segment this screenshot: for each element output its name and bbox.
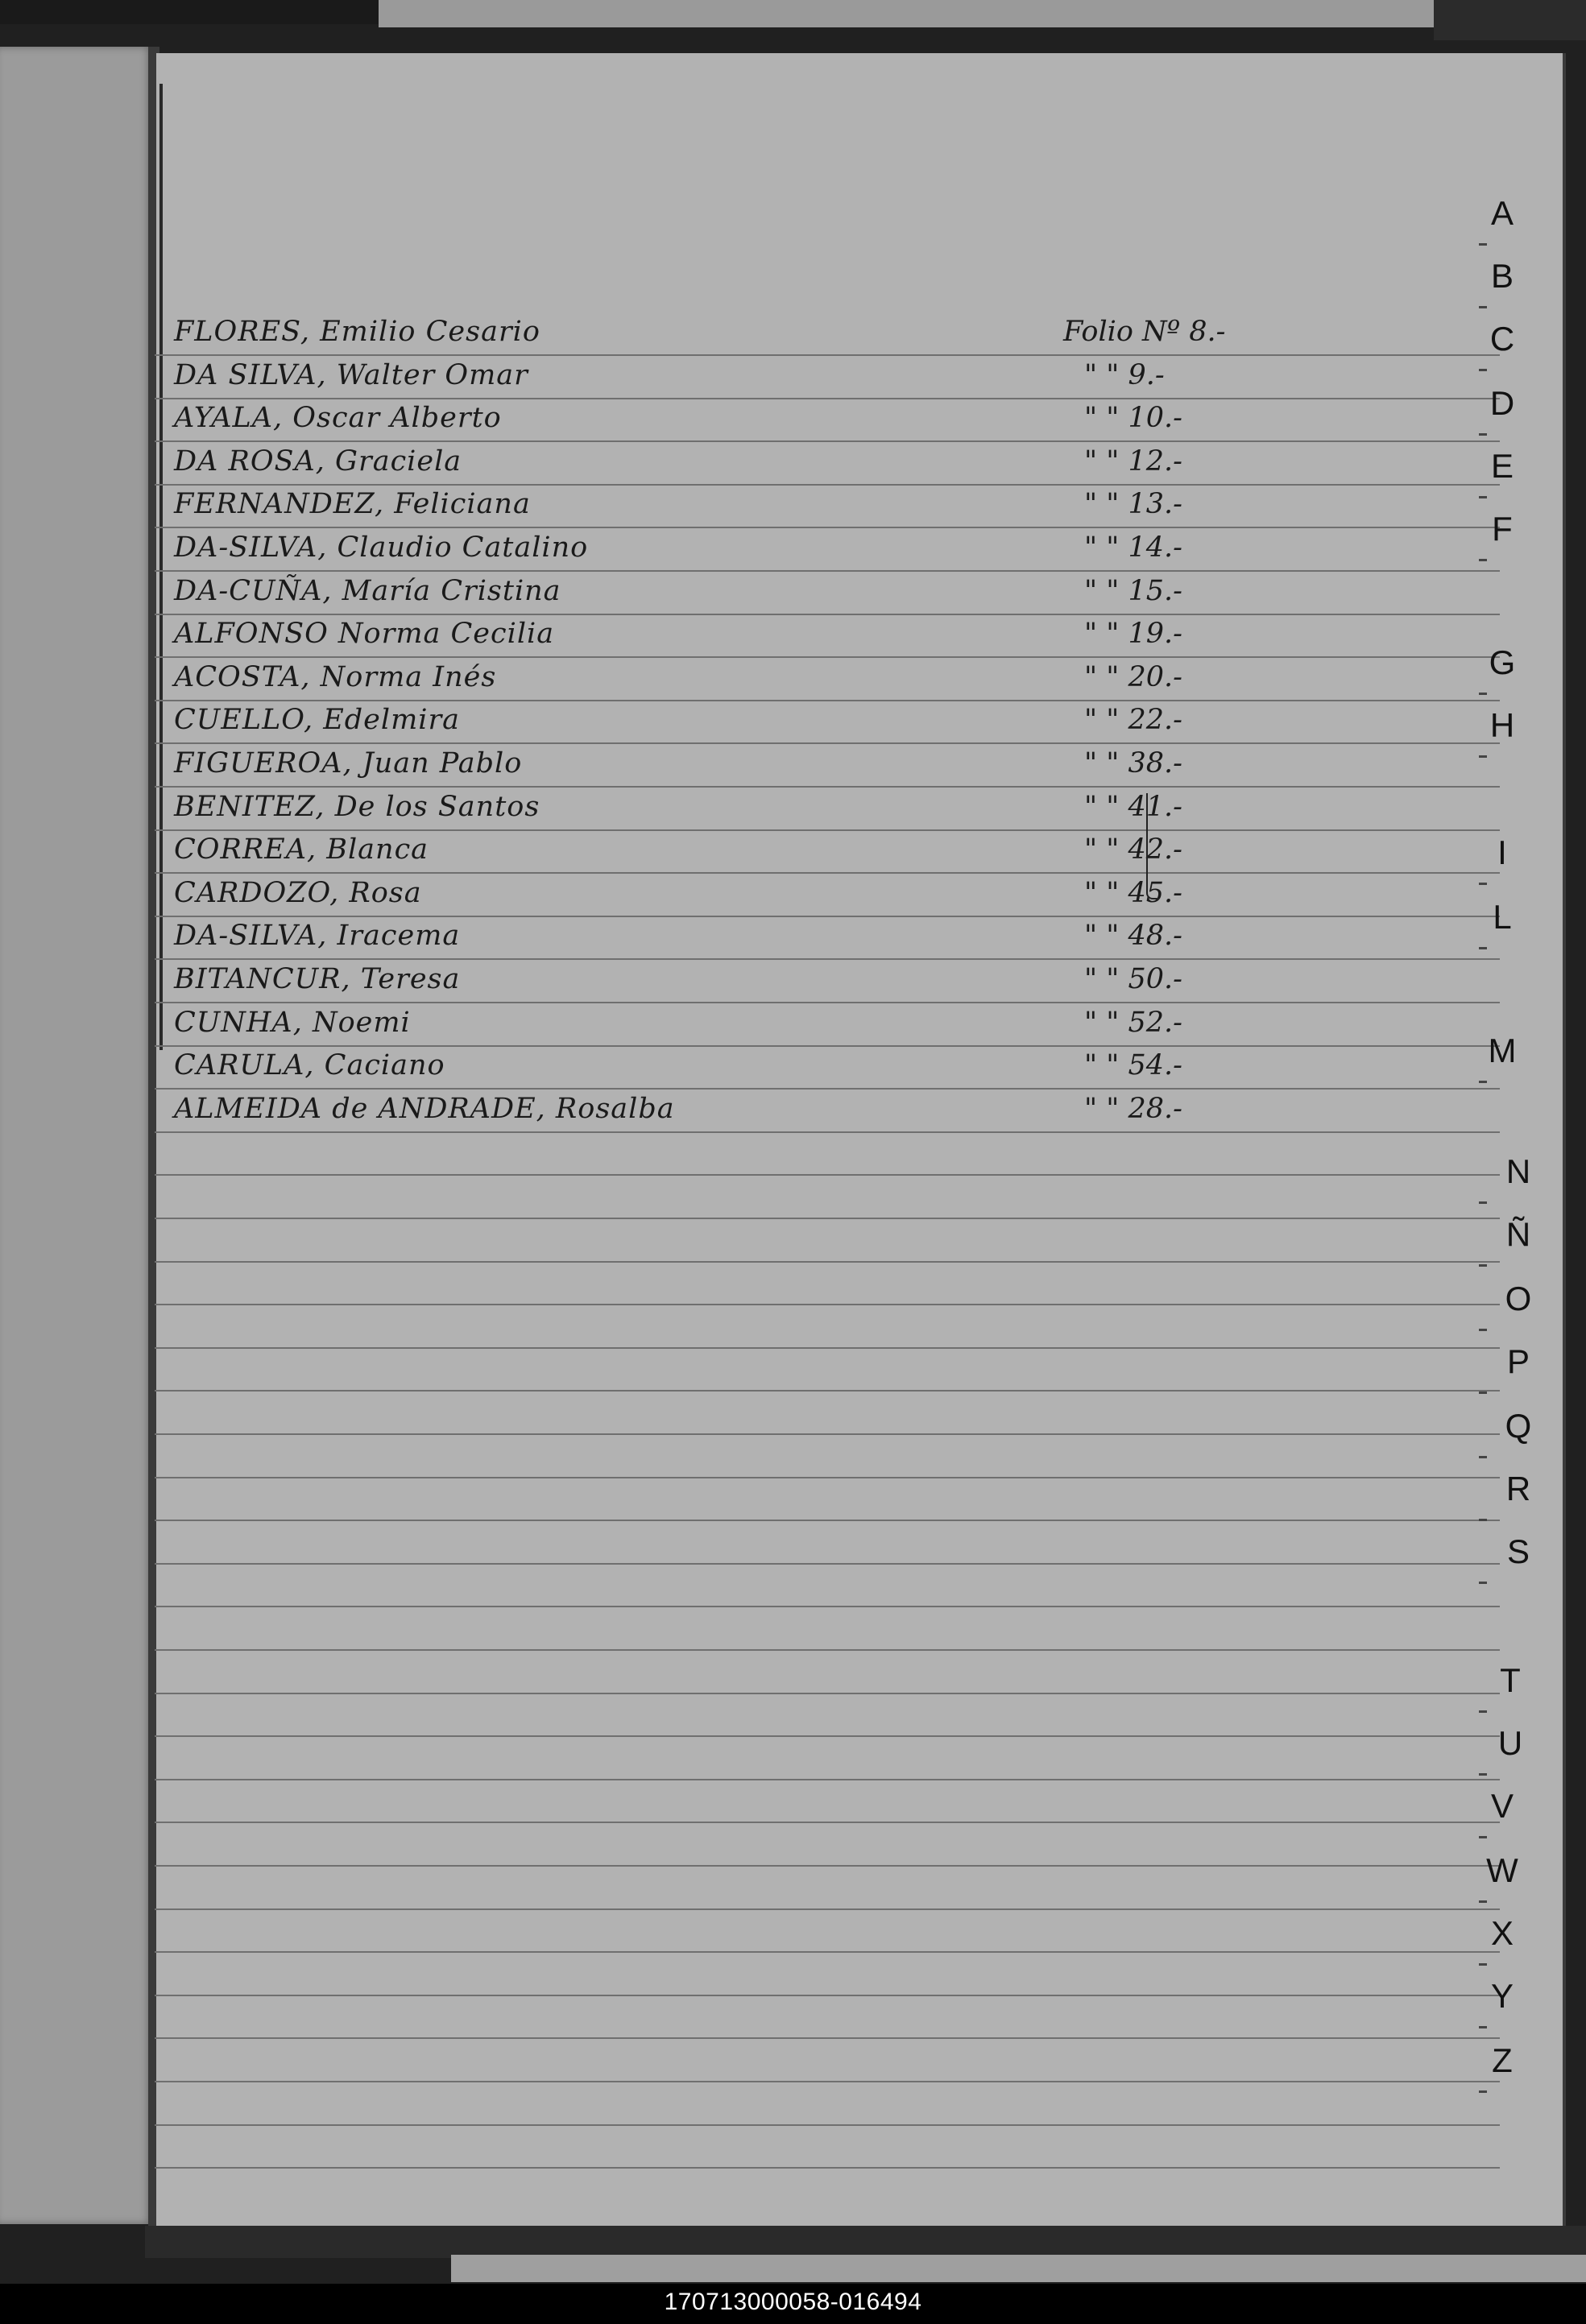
list-item	[174, 704, 1382, 746]
list-item	[174, 531, 1382, 573]
ruled-line	[155, 1563, 1500, 1565]
ruled-line	[155, 1433, 1500, 1435]
ruled-line	[155, 1735, 1500, 1737]
index-tab-letter: P	[1506, 1342, 1530, 1380]
ruled-line	[155, 2081, 1500, 2082]
ruled-line	[155, 1218, 1500, 1219]
index-tab-letter: M	[1488, 1032, 1517, 1069]
index-tab-letter: I	[1497, 833, 1507, 871]
ruled-line	[155, 2037, 1500, 2039]
entry-folio: " " 48.-	[1084, 920, 1182, 952]
ruled-line	[155, 1606, 1500, 1607]
index-tab-divider	[1479, 1201, 1487, 1204]
index-tab-letter: L	[1493, 898, 1512, 936]
entry-folio: " " 19.-	[1084, 618, 1182, 650]
index-tab-letter: F	[1492, 510, 1513, 548]
index-tab-divider	[1479, 1773, 1487, 1776]
list-item	[174, 747, 1382, 789]
index-tab-letter: C	[1489, 320, 1515, 358]
index-tab-divider	[1479, 1392, 1487, 1394]
list-item	[174, 661, 1382, 703]
list-item	[174, 1007, 1382, 1048]
index-tab-letter: B	[1490, 257, 1514, 295]
list-item	[174, 833, 1382, 875]
list-item	[174, 791, 1382, 833]
entry-name: BITANCUR, Teresa	[174, 963, 461, 995]
entry-name: CARULA, Caciano	[174, 1049, 445, 1081]
entry-folio: " " 15.-	[1084, 575, 1182, 607]
entry-folio: " " 20.-	[1084, 661, 1182, 693]
entry-name: CUELLO, Edelmira	[174, 704, 461, 736]
ruled-line	[155, 1995, 1500, 1996]
index-tab-divider	[1479, 243, 1487, 246]
list-item	[174, 1049, 1382, 1091]
index-tab-divider	[1479, 1519, 1487, 1521]
list-item	[174, 402, 1382, 444]
index-tab-divider	[1479, 1456, 1487, 1458]
list-item	[174, 359, 1382, 401]
list-item	[174, 877, 1382, 919]
entry-name: DA-SILVA, Claudio Catalino	[174, 531, 589, 564]
index-tab-divider	[1479, 1264, 1487, 1267]
entry-folio: " " 9.-	[1084, 359, 1165, 391]
index-tab-letter: D	[1489, 384, 1515, 422]
index-tab-letter: Ñ	[1505, 1215, 1531, 1253]
bottom-paper-edge	[451, 2255, 1586, 2282]
list-item	[174, 618, 1382, 660]
ruled-line	[155, 1261, 1500, 1263]
index-tab-divider	[1479, 2090, 1487, 2093]
index-tab-letter: U	[1497, 1724, 1523, 1762]
index-tab-divider	[1479, 2026, 1487, 2028]
entry-name: CARDOZO, Rosa	[174, 877, 422, 909]
image-caption: 170713000058-016494	[664, 2289, 922, 2315]
ruled-line	[155, 2167, 1500, 2169]
entry-name: ACOSTA, Norma Inés	[174, 661, 497, 693]
index-tab-letter: R	[1505, 1470, 1531, 1507]
list-item	[174, 488, 1382, 530]
index-tab-letter: W	[1486, 1851, 1518, 1889]
list-item	[174, 920, 1382, 961]
entry-name: FLORES, Emilio Cesario	[174, 316, 540, 348]
left-facing-page	[0, 47, 153, 2224]
index-tab-divider	[1479, 306, 1487, 308]
index-tab-divider	[1479, 1710, 1487, 1713]
index-tab-divider	[1479, 1582, 1487, 1584]
entry-name: CORREA, Blanca	[174, 833, 429, 866]
index-tab-letter: S	[1506, 1532, 1530, 1570]
entry-folio: " " 28.-	[1084, 1093, 1182, 1125]
index-tab-letter: Y	[1490, 1977, 1514, 2015]
entry-name: DA-SILVA, Iracema	[174, 920, 461, 952]
entry-name: FIGUEROA, Juan Pablo	[174, 747, 523, 779]
ruled-line	[155, 1649, 1500, 1651]
entry-folio: " " 52.-	[1084, 1007, 1182, 1039]
entry-folio: " " 12.-	[1084, 445, 1182, 478]
ruled-line	[155, 1347, 1500, 1349]
index-tab-letter: Q	[1505, 1407, 1532, 1445]
ruled-line	[155, 1174, 1500, 1176]
alphabet-index-tabs	[1482, 193, 1571, 2110]
handwritten-bracket	[1146, 793, 1159, 899]
index-tab-letter: H	[1489, 706, 1515, 744]
entry-folio: " " 45.-	[1084, 877, 1182, 909]
entry-name: AYALA, Oscar Alberto	[174, 402, 502, 434]
ruled-line	[155, 1779, 1500, 1780]
index-tab-divider	[1479, 1329, 1487, 1331]
ruled-line	[155, 2124, 1500, 2126]
index-tab-divider	[1479, 1963, 1487, 1966]
index-tab-divider	[1479, 755, 1487, 758]
entry-folio: " " 50.-	[1084, 963, 1182, 995]
index-tab-letter: O	[1505, 1280, 1532, 1317]
index-tab-divider	[1479, 433, 1487, 436]
index-tab-letter: X	[1490, 1914, 1514, 1952]
entry-name: FERNANDEZ, Feliciana	[174, 488, 531, 520]
index-tab-divider	[1479, 693, 1487, 695]
entry-folio: " " 14.-	[1084, 531, 1182, 564]
entry-folio: " " 22.-	[1084, 704, 1182, 736]
entry-name: DA-CUÑA, María Cristina	[174, 575, 561, 607]
index-tab-letter: E	[1490, 447, 1514, 485]
index-tab-letter: G	[1489, 643, 1516, 681]
entry-folio: " " 41.-	[1084, 791, 1182, 823]
entry-name: CUNHA, Noemi	[174, 1007, 411, 1039]
index-tab-letter: N	[1505, 1152, 1531, 1190]
index-tab-divider	[1479, 1836, 1487, 1838]
index-tab-divider	[1479, 496, 1487, 498]
ruled-line	[155, 1520, 1500, 1521]
entry-folio: " " 54.-	[1084, 1049, 1182, 1081]
index-tab-letter: Z	[1492, 2041, 1513, 2079]
ruled-line	[155, 1865, 1500, 1867]
index-tab-divider	[1479, 369, 1487, 371]
entry-folio: " " 13.-	[1084, 488, 1182, 520]
entry-name: ALMEIDA de ANDRADE, Rosalba	[174, 1093, 675, 1125]
ruled-line	[155, 1304, 1500, 1305]
entry-folio: " " 38.-	[1084, 747, 1182, 779]
list-item	[174, 575, 1382, 617]
ruled-line	[155, 1822, 1500, 1823]
index-tab-letter: T	[1500, 1661, 1521, 1699]
entry-name: DA ROSA, Graciela	[174, 445, 462, 478]
ruled-line	[155, 1390, 1500, 1392]
list-item	[174, 1093, 1382, 1135]
entry-name: ALFONSO Norma Cecilia	[174, 618, 555, 650]
index-tab-letter: V	[1490, 1787, 1514, 1825]
bottom-binding-edge	[145, 2226, 1586, 2258]
index-tab-letter: A	[1490, 194, 1514, 232]
entry-folio: " " 42.-	[1084, 833, 1182, 866]
index-tab-divider	[1479, 1081, 1487, 1083]
index-tab-divider	[1479, 883, 1487, 885]
ruled-line	[155, 1693, 1500, 1694]
entry-folio: " " 10.-	[1084, 402, 1182, 434]
list-item	[174, 316, 1382, 358]
list-item	[174, 963, 1382, 1005]
index-tab-divider	[1479, 559, 1487, 561]
index-tab-divider	[1479, 1900, 1487, 1903]
ruled-line	[155, 1477, 1500, 1478]
entry-folio: Folio Nº 8.-	[1063, 316, 1226, 348]
entry-name: BENITEZ, De los Santos	[174, 791, 540, 823]
ruled-line	[155, 1908, 1500, 1910]
entry-name: DA SILVA, Walter Omar	[174, 359, 528, 391]
list-item	[174, 445, 1382, 487]
ruled-line	[155, 1951, 1500, 1953]
index-tab-divider	[1479, 947, 1487, 949]
